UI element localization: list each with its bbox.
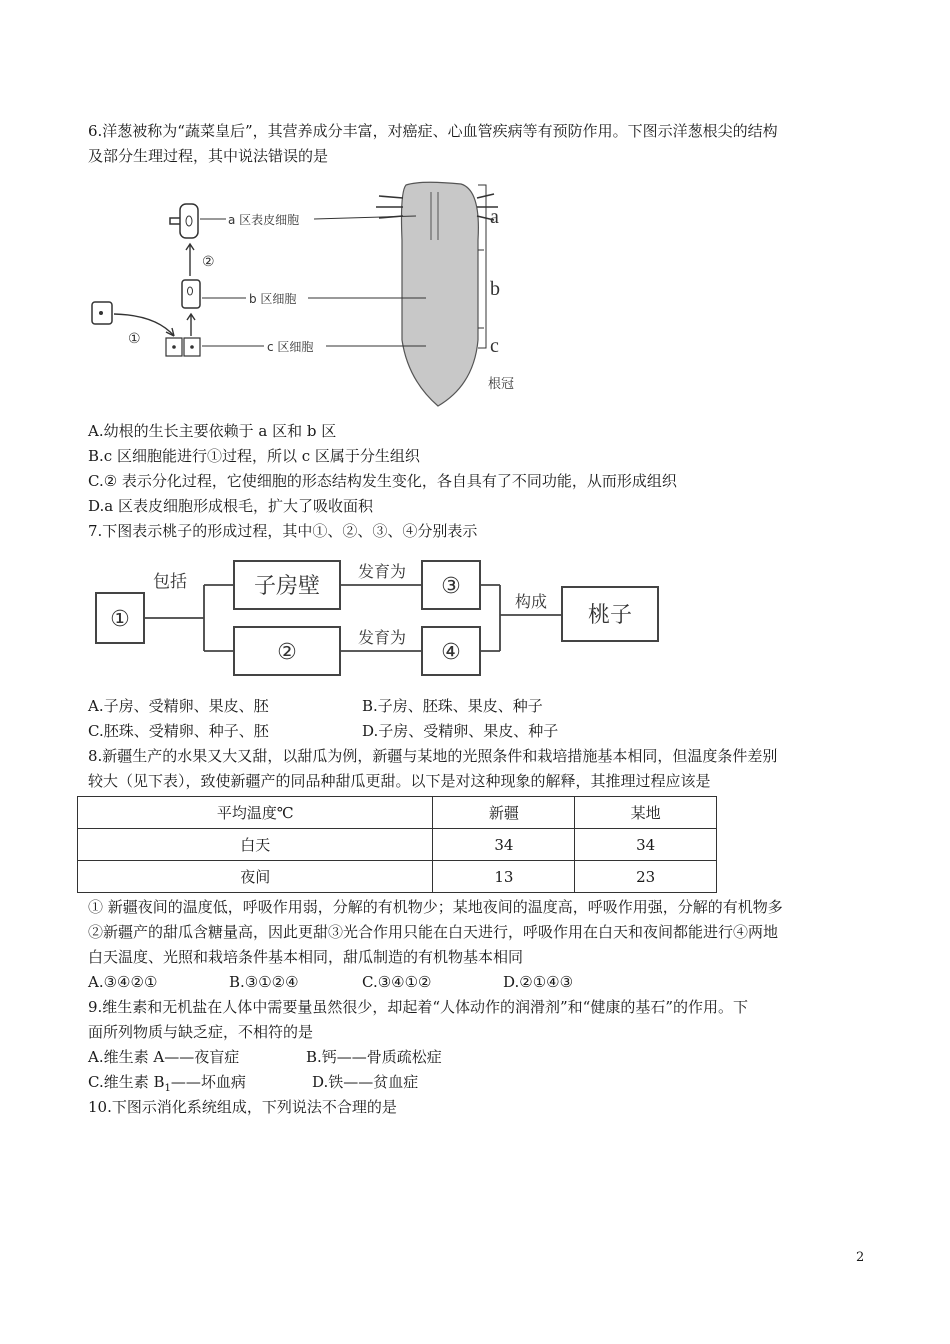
q10-stem: 10.下图示消化系统组成，下列说法不合理的是 bbox=[88, 1098, 397, 1116]
q9-option-c-prefix: C.维生素 B bbox=[88, 1073, 165, 1091]
box-2-label: ② bbox=[277, 640, 297, 665]
q8-explanation-line2: ②新疆产的甜瓜含糖量高，因此更甜③光合作用只能在白天进行，呼吸作用在白天和夜间都能进行④两地 bbox=[88, 923, 779, 941]
peach-label: 桃子 bbox=[587, 603, 633, 628]
table-row bbox=[78, 861, 717, 893]
develop-top-label: 发育为 bbox=[357, 562, 407, 581]
page-number: 2 bbox=[856, 1250, 865, 1265]
q7-option-b: B.子房、胚珠、果皮、种子 bbox=[362, 697, 543, 715]
b-cell-label: b 区细胞 bbox=[249, 292, 297, 306]
q9-option-a: A.维生素 A——夜盲症 bbox=[88, 1048, 240, 1066]
q9-option-c-suffix: ——坏血病 bbox=[170, 1073, 246, 1091]
q7-option-c: C.胚珠、受精卵、种子、胚 bbox=[88, 722, 269, 740]
ovary-wall-label: 子房壁 bbox=[253, 574, 321, 599]
temperature-table bbox=[77, 796, 717, 893]
a-zone-epidermal-cell bbox=[180, 204, 198, 238]
process-2-label: ② bbox=[202, 254, 215, 270]
table-cell: 34 bbox=[433, 829, 575, 861]
a-cell-label: a 区表皮细胞 bbox=[228, 213, 300, 227]
table-row bbox=[78, 829, 717, 861]
c-cell-label: c 区细胞 bbox=[267, 340, 314, 354]
zone-bracket bbox=[478, 185, 486, 348]
onion-root-tip-figure bbox=[86, 180, 536, 408]
q8-explanation-line3: 白天温度、光照和栽培条件基本相同，甜瓜制造的有机物基本相同 bbox=[88, 948, 524, 966]
q8-option-c: C.③④①② bbox=[362, 973, 432, 991]
compose-label: 构成 bbox=[514, 592, 548, 611]
table-cell: 23 bbox=[575, 861, 717, 893]
table-cell: 夜间 bbox=[78, 861, 433, 893]
q9-option-b: B.钙——骨质疏松症 bbox=[306, 1048, 442, 1066]
process-1-label: ① bbox=[128, 331, 141, 347]
q8-option-b: B.③①②④ bbox=[229, 973, 299, 991]
table-header-cell: 新疆 bbox=[433, 797, 575, 829]
zone-b-label: b bbox=[490, 278, 500, 300]
q6-option-c: C.② 表示分化过程，它使细胞的形态结构发生变化，各自具有了不同功能，从而形成组织 bbox=[88, 472, 677, 490]
peach-formation-diagram bbox=[88, 555, 668, 687]
q6-option-a: A.幼根的生长主要依赖于 a 区和 b 区 bbox=[88, 422, 337, 440]
q6-option-d: D.a 区表皮细胞形成根毛，扩大了吸收面积 bbox=[88, 497, 373, 515]
process-1-arrow bbox=[114, 314, 174, 336]
zone-c-label: c bbox=[490, 335, 499, 357]
table-header-cell: 平均温度℃ bbox=[78, 797, 433, 829]
q9-stem-line2: 面所列物质与缺乏症，不相符的是 bbox=[88, 1023, 314, 1041]
q6-stem-line1: 6.洋葱被称为“蔬菜皇后”，其营养成分丰富，对癌症、心血管疾病等有预防作用。下图示洋葱根尖的结构 bbox=[88, 122, 778, 140]
root-cap-label: 根冠 bbox=[488, 377, 515, 392]
zone-a-label: a bbox=[490, 206, 499, 228]
growth-arrow-lower bbox=[187, 314, 195, 336]
q8-option-a: A.③④②① bbox=[88, 973, 158, 991]
table-cell: 13 bbox=[433, 861, 575, 893]
process-2-arrow bbox=[186, 244, 194, 276]
table-header-row bbox=[78, 797, 717, 829]
q8-explanation-line1: ① 新疆夜间的温度低，呼吸作用弱，分解的有机物少；某地夜间的温度高，呼吸作用强，分解的有机物多 bbox=[88, 898, 783, 916]
q9-stem-line1: 9.维生素和无机盐在人体中需要量虽然很少，却起着“人体动作的润滑剂”和“健康的基石”的作用。下 bbox=[88, 998, 748, 1016]
q7-option-d: D.子房、受精卵、果皮、种子 bbox=[362, 722, 559, 740]
include-label: 包括 bbox=[153, 572, 187, 592]
b-zone-cell bbox=[182, 280, 200, 308]
box-3-label: ③ bbox=[441, 574, 461, 599]
q9-option-c-subscript: 1 bbox=[164, 1083, 171, 1094]
q8-option-d: D.②①④③ bbox=[503, 973, 574, 991]
q9-option-d: D.铁——贫血症 bbox=[312, 1073, 419, 1091]
q8-stem-line1: 8.新疆生产的水果又大又甜，以甜瓜为例，新疆与某地的光照条件和栽培措施基本相同，但温度条件差别 bbox=[88, 747, 778, 765]
box-4-label: ④ bbox=[441, 640, 461, 665]
table-header-cell: 某地 bbox=[575, 797, 717, 829]
table-cell: 白天 bbox=[78, 829, 433, 861]
table-cell: 34 bbox=[575, 829, 717, 861]
q6-option-b: B.c 区细胞能进行①过程，所以 c 区属于分生组织 bbox=[88, 447, 420, 465]
develop-bottom-label: 发育为 bbox=[357, 628, 407, 647]
q7-option-a: A.子房、受精卵、果皮、胚 bbox=[88, 697, 269, 715]
q8-stem-line2: 较大（见下表），致使新疆产的同品种甜瓜更甜。以下是对这种现象的解释，其推理过程应该是 bbox=[88, 772, 711, 790]
box-1-label: ① bbox=[110, 607, 130, 632]
q7-stem: 7.下图表示桃子的形成过程，其中①、②、③、④分别表示 bbox=[88, 522, 478, 540]
q6-stem-line2: 及部分生理过程，其中说法错误的是 bbox=[88, 147, 329, 165]
